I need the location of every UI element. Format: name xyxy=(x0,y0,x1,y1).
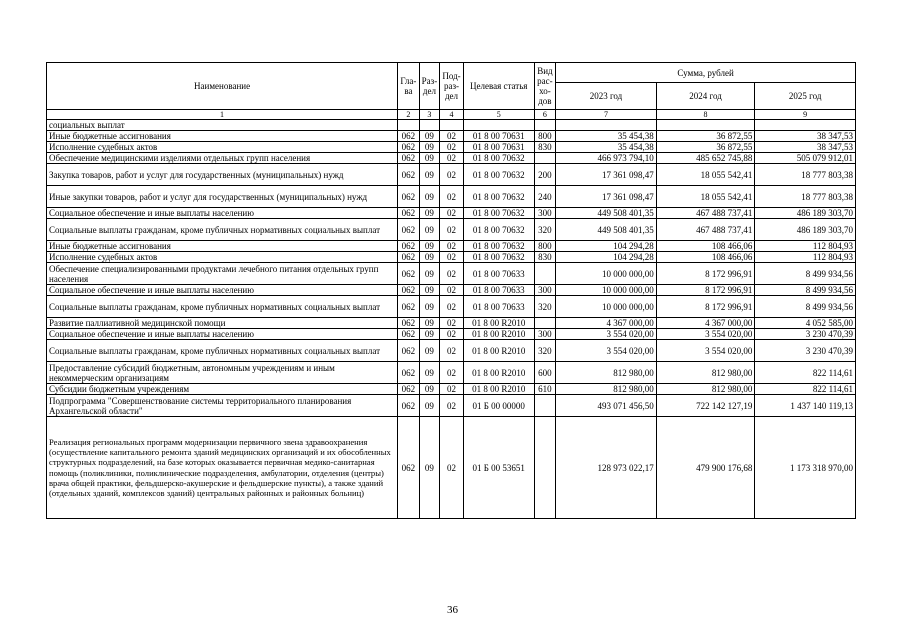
cell-vid: 800 xyxy=(534,241,556,252)
cell-podrazdel xyxy=(440,120,464,131)
cell-podrazdel: 02 xyxy=(440,142,464,153)
cell-razdel: 09 xyxy=(419,164,440,186)
table-row xyxy=(47,296,856,318)
header-vid: Вид рас-хо-дов xyxy=(534,63,556,110)
cell-podrazdel: 02 xyxy=(440,329,464,340)
cell-razdel: 09 xyxy=(419,219,440,241)
column-number: 2 xyxy=(398,110,420,120)
cell-glava: 062 xyxy=(398,362,420,384)
cell-target: 01 8 00 70633 xyxy=(463,263,534,285)
cell-glava: 062 xyxy=(398,296,420,318)
cell-target: 01 8 00 R2010 xyxy=(463,329,534,340)
cell-razdel xyxy=(419,120,440,131)
cell-sum-2024: 36 872,55 xyxy=(656,142,755,153)
cell-podrazdel: 02 xyxy=(440,362,464,384)
cell-sum-2025: 8 499 934,56 xyxy=(755,296,856,318)
cell-sum-2025: 112 804,93 xyxy=(755,252,856,263)
cell-sum-2024: 18 055 542,41 xyxy=(656,164,755,186)
cell-glava: 062 xyxy=(398,131,420,142)
cell-glava: 062 xyxy=(398,263,420,285)
cell-vid xyxy=(534,417,556,519)
table-row xyxy=(47,186,856,208)
cell-podrazdel: 02 xyxy=(440,164,464,186)
column-number: 9 xyxy=(755,110,856,120)
cell-name: Иные бюджетные ассигнования xyxy=(47,241,398,252)
cell-sum-2025: 1 173 318 970,00 xyxy=(755,417,856,519)
cell-glava: 062 xyxy=(398,285,420,296)
cell-sum-2023: 104 294,28 xyxy=(556,252,657,263)
table-row xyxy=(47,362,856,384)
cell-name: Подпрограмма "Совершенствование системы территориального планирования Архангельской области" xyxy=(47,395,398,417)
cell-razdel: 09 xyxy=(419,153,440,164)
cell-razdel: 09 xyxy=(419,208,440,219)
cell-sum-2024: 812 980,00 xyxy=(656,362,755,384)
cell-vid: 320 xyxy=(534,340,556,362)
cell-vid: 240 xyxy=(534,186,556,208)
cell-glava: 062 xyxy=(398,340,420,362)
cell-sum-2025: 4 052 585,00 xyxy=(755,318,856,329)
cell-target: 01 8 00 70632 xyxy=(463,153,534,164)
cell-name: Иные бюджетные ассигнования xyxy=(47,131,398,142)
cell-podrazdel: 02 xyxy=(440,263,464,285)
column-number-row xyxy=(47,110,856,120)
cell-razdel: 09 xyxy=(419,296,440,318)
header-2023: 2023 год xyxy=(556,83,657,110)
table-row xyxy=(47,241,856,252)
cell-sum-2024: 479 900 176,68 xyxy=(656,417,755,519)
table-row xyxy=(47,219,856,241)
cell-name: Социальное обеспечение и иные выплаты населению xyxy=(47,329,398,340)
cell-target: 01 8 00 70631 xyxy=(463,131,534,142)
cell-sum-2024: 467 488 737,41 xyxy=(656,219,755,241)
table-row xyxy=(47,142,856,153)
cell-sum-2025: 38 347,53 xyxy=(755,142,856,153)
cell-sum-2025: 505 079 912,01 xyxy=(755,153,856,164)
cell-razdel: 09 xyxy=(419,329,440,340)
cell-name: Обеспечение медицинскими изделиями отдельных групп населения xyxy=(47,153,398,164)
cell-vid: 300 xyxy=(534,208,556,219)
cell-target: 01 8 00 70632 xyxy=(463,219,534,241)
cell-name: Социальное обеспечение и иные выплаты населению xyxy=(47,285,398,296)
cell-glava: 062 xyxy=(398,186,420,208)
cell-sum-2023: 3 554 020,00 xyxy=(556,340,657,362)
cell-podrazdel: 02 xyxy=(440,153,464,164)
cell-razdel: 09 xyxy=(419,285,440,296)
cell-glava: 062 xyxy=(398,208,420,219)
column-number: 1 xyxy=(47,110,398,120)
cell-glava: 062 xyxy=(398,329,420,340)
cell-sum-2025: 8 499 934,56 xyxy=(755,285,856,296)
cell-razdel: 09 xyxy=(419,241,440,252)
cell-sum-2023: 17 361 098,47 xyxy=(556,186,657,208)
cell-vid: 300 xyxy=(534,285,556,296)
cell-name: Социальные выплаты гражданам, кроме публичных нормативных социальных выплат xyxy=(47,296,398,318)
header-podrazdel: Под-раз-дел xyxy=(440,63,464,110)
cell-vid xyxy=(534,318,556,329)
table-row xyxy=(47,417,856,519)
cell-podrazdel: 02 xyxy=(440,219,464,241)
cell-glava: 062 xyxy=(398,417,420,519)
page-number: 36 xyxy=(447,604,458,616)
cell-target: 01 Б 00 00000 xyxy=(463,395,534,417)
cell-razdel: 09 xyxy=(419,417,440,519)
cell-name: Иные закупки товаров, работ и услуг для государственных (муниципальных) нужд xyxy=(47,186,398,208)
table-row xyxy=(47,131,856,142)
cell-target: 01 8 00 70632 xyxy=(463,164,534,186)
table-row xyxy=(47,329,856,340)
column-number: 6 xyxy=(534,110,556,120)
cell-sum-2023: 3 554 020,00 xyxy=(556,329,657,340)
header-sum: Сумма, рублей xyxy=(556,63,856,83)
cell-sum-2024: 3 554 020,00 xyxy=(656,340,755,362)
header-glava: Гла-ва xyxy=(398,63,420,110)
cell-sum-2023 xyxy=(556,120,657,131)
cell-podrazdel: 02 xyxy=(440,340,464,362)
cell-glava: 062 xyxy=(398,219,420,241)
cell-target: 01 8 00 70631 xyxy=(463,142,534,153)
table-row xyxy=(47,340,856,362)
cell-target: 01 Б 00 53651 xyxy=(463,417,534,519)
cell-razdel: 09 xyxy=(419,252,440,263)
cell-sum-2025: 8 499 934,56 xyxy=(755,263,856,285)
cell-name: Социальные выплаты гражданам, кроме публичных нормативных социальных выплат xyxy=(47,219,398,241)
cell-name: Социальные выплаты гражданам, кроме публичных нормативных социальных выплат xyxy=(47,340,398,362)
cell-sum-2023: 104 294,28 xyxy=(556,241,657,252)
cell-glava: 062 xyxy=(398,241,420,252)
cell-sum-2023: 812 980,00 xyxy=(556,362,657,384)
cell-target: 01 8 00 R2010 xyxy=(463,340,534,362)
cell-vid xyxy=(534,263,556,285)
cell-target: 01 8 00 R2010 xyxy=(463,362,534,384)
cell-name: Социальное обеспечение и иные выплаты населению xyxy=(47,208,398,219)
cell-sum-2025: 486 189 303,70 xyxy=(755,208,856,219)
cell-glava: 062 xyxy=(398,164,420,186)
cell-glava: 062 xyxy=(398,395,420,417)
cell-target: 01 8 00 70632 xyxy=(463,208,534,219)
cell-sum-2023: 10 000 000,00 xyxy=(556,285,657,296)
cell-sum-2025: 822 114,61 xyxy=(755,362,856,384)
cell-name: Обеспечение специализированными продуктами лечебного питания отдельных групп населения xyxy=(47,263,398,285)
cell-sum-2024: 467 488 737,41 xyxy=(656,208,755,219)
cell-name: Предоставление субсидий бюджетным, автономным учреждениям и иным некоммерческим организациям xyxy=(47,362,398,384)
column-number: 7 xyxy=(556,110,657,120)
cell-razdel: 09 xyxy=(419,263,440,285)
cell-razdel: 09 xyxy=(419,318,440,329)
cell-glava: 062 xyxy=(398,252,420,263)
cell-sum-2024: 3 554 020,00 xyxy=(656,329,755,340)
cell-name: Развитие паллиативной медицинской помощи xyxy=(47,318,398,329)
cell-vid: 300 xyxy=(534,329,556,340)
cell-podrazdel: 02 xyxy=(440,252,464,263)
cell-vid: 610 xyxy=(534,384,556,395)
cell-sum-2024: 108 466,06 xyxy=(656,241,755,252)
cell-target: 01 8 00 R2010 xyxy=(463,318,534,329)
header-2024: 2024 год xyxy=(656,83,755,110)
cell-glava xyxy=(398,120,420,131)
cell-vid: 600 xyxy=(534,362,556,384)
cell-sum-2024: 812 980,00 xyxy=(656,384,755,395)
cell-razdel: 09 xyxy=(419,384,440,395)
table-row xyxy=(47,164,856,186)
cell-podrazdel: 02 xyxy=(440,285,464,296)
cell-target: 01 8 00 70632 xyxy=(463,252,534,263)
cell-vid xyxy=(534,153,556,164)
cell-sum-2024: 4 367 000,00 xyxy=(656,318,755,329)
cell-target: 01 8 00 70632 xyxy=(463,241,534,252)
table-row xyxy=(47,153,856,164)
cell-podrazdel: 02 xyxy=(440,208,464,219)
cell-sum-2023: 17 361 098,47 xyxy=(556,164,657,186)
cell-glava: 062 xyxy=(398,142,420,153)
cell-podrazdel: 02 xyxy=(440,131,464,142)
table-row xyxy=(47,120,856,131)
header-razdel: Раз-дел xyxy=(419,63,440,110)
cell-sum-2023: 449 508 401,35 xyxy=(556,208,657,219)
table-row xyxy=(47,395,856,417)
cell-sum-2023: 10 000 000,00 xyxy=(556,296,657,318)
table-row xyxy=(47,252,856,263)
table-row xyxy=(47,318,856,329)
header-name: Наименование xyxy=(47,63,398,110)
cell-sum-2025: 486 189 303,70 xyxy=(755,219,856,241)
cell-sum-2023: 812 980,00 xyxy=(556,384,657,395)
cell-name: Исполнение судебных актов xyxy=(47,142,398,153)
cell-sum-2025: 822 114,61 xyxy=(755,384,856,395)
cell-podrazdel: 02 xyxy=(440,318,464,329)
cell-sum-2023: 466 973 794,10 xyxy=(556,153,657,164)
cell-razdel: 09 xyxy=(419,142,440,153)
column-number: 4 xyxy=(440,110,464,120)
cell-razdel: 09 xyxy=(419,186,440,208)
cell-target: 01 8 00 70633 xyxy=(463,285,534,296)
header-2025: 2025 год xyxy=(755,83,856,110)
table-row xyxy=(47,285,856,296)
cell-sum-2023: 35 454,38 xyxy=(556,131,657,142)
cell-sum-2025: 3 230 470,39 xyxy=(755,329,856,340)
cell-sum-2023: 10 000 000,00 xyxy=(556,263,657,285)
cell-razdel: 09 xyxy=(419,395,440,417)
cell-sum-2024: 722 142 127,19 xyxy=(656,395,755,417)
cell-sum-2023: 35 454,38 xyxy=(556,142,657,153)
cell-glava: 062 xyxy=(398,318,420,329)
cell-sum-2024: 485 652 745,88 xyxy=(656,153,755,164)
cell-podrazdel: 02 xyxy=(440,417,464,519)
cell-podrazdel: 02 xyxy=(440,384,464,395)
cell-sum-2025: 18 777 803,38 xyxy=(755,186,856,208)
cell-vid: 830 xyxy=(534,142,556,153)
cell-sum-2023: 449 508 401,35 xyxy=(556,219,657,241)
cell-glava: 062 xyxy=(398,384,420,395)
cell-vid xyxy=(534,395,556,417)
cell-name: Субсидии бюджетным учреждениям xyxy=(47,384,398,395)
cell-sum-2025: 38 347,53 xyxy=(755,131,856,142)
table-row xyxy=(47,263,856,285)
cell-sum-2023: 128 973 022,17 xyxy=(556,417,657,519)
cell-target: 01 8 00 70633 xyxy=(463,296,534,318)
cell-target xyxy=(463,120,534,131)
cell-target: 01 8 00 R2010 xyxy=(463,384,534,395)
cell-razdel: 09 xyxy=(419,362,440,384)
cell-name: Реализация региональных программ модернизации первичного звена здравоохранения (осуществление капитального ремонта зданий медицинских организаций и их обособленных структурных подразделений, на базе которых оказывается первичная медико-санитарная помощь (поликлиники, поликлинические подразделения, амбулатории, отделения (центры) врача общей практики, фельдшерско-акушерские и фельдшерские пункты), а также зданий (отдельных зданий, комплексов зданий) центральных районных и районных больниц) xyxy=(47,417,398,519)
cell-sum-2024: 8 172 996,91 xyxy=(656,285,755,296)
cell-sum-2024: 36 872,55 xyxy=(656,131,755,142)
cell-name: Закупка товаров, работ и услуг для государственных (муниципальных) нужд xyxy=(47,164,398,186)
cell-vid: 800 xyxy=(534,131,556,142)
cell-sum-2025: 112 804,93 xyxy=(755,241,856,252)
column-number: 5 xyxy=(463,110,534,120)
cell-vid: 320 xyxy=(534,296,556,318)
cell-name: Исполнение судебных актов xyxy=(47,252,398,263)
cell-sum-2024: 8 172 996,91 xyxy=(656,263,755,285)
cell-vid: 200 xyxy=(534,164,556,186)
cell-sum-2025: 18 777 803,38 xyxy=(755,164,856,186)
cell-sum-2024 xyxy=(656,120,755,131)
cell-razdel: 09 xyxy=(419,131,440,142)
table-row xyxy=(47,384,856,395)
cell-razdel: 09 xyxy=(419,340,440,362)
header-target: Целевая статья xyxy=(463,63,534,110)
cell-sum-2023: 4 367 000,00 xyxy=(556,318,657,329)
cell-sum-2024: 8 172 996,91 xyxy=(656,296,755,318)
column-number: 3 xyxy=(419,110,440,120)
cell-vid: 830 xyxy=(534,252,556,263)
cell-sum-2025 xyxy=(755,120,856,131)
cell-sum-2025: 3 230 470,39 xyxy=(755,340,856,362)
cell-sum-2023: 493 071 456,50 xyxy=(556,395,657,417)
cell-podrazdel: 02 xyxy=(440,395,464,417)
cell-vid: 320 xyxy=(534,219,556,241)
cell-podrazdel: 02 xyxy=(440,241,464,252)
cell-sum-2024: 18 055 542,41 xyxy=(656,186,755,208)
budget-table xyxy=(46,62,856,519)
column-number: 8 xyxy=(656,110,755,120)
cell-name: социальных выплат xyxy=(47,120,398,131)
cell-podrazdel: 02 xyxy=(440,296,464,318)
cell-sum-2025: 1 437 140 119,13 xyxy=(755,395,856,417)
cell-podrazdel: 02 xyxy=(440,186,464,208)
cell-sum-2024: 108 466,06 xyxy=(656,252,755,263)
cell-target: 01 8 00 70632 xyxy=(463,186,534,208)
cell-glava: 062 xyxy=(398,153,420,164)
table-row xyxy=(47,208,856,219)
cell-vid xyxy=(534,120,556,131)
